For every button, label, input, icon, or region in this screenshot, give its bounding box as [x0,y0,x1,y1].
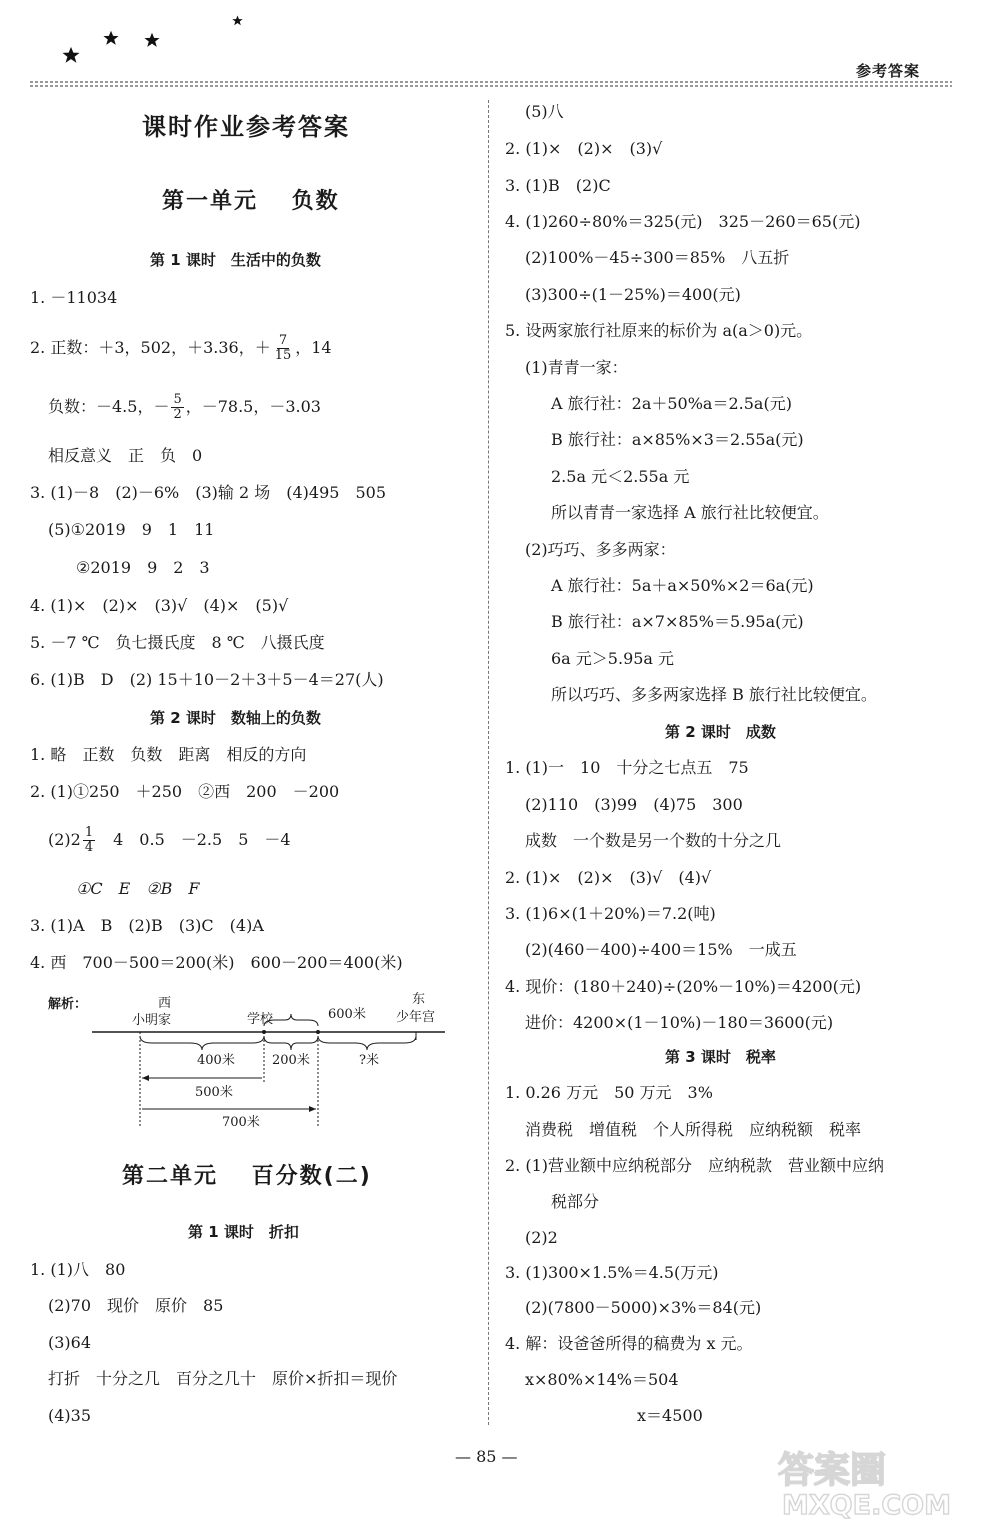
answer-line: 相反意义 正 负 0 [48,446,203,465]
lesson-title: 第 3 课时 税率 [665,1048,776,1066]
answer-line: 成数 一个数是另一个数的十分之几 [525,831,782,850]
lesson-title: 第 1 课时 生活中的负数 [150,251,321,269]
fraction [273,334,294,363]
answer-line: 2. (1)× (2)× (3)√ (4)√ [505,868,712,887]
answer-line: 3. (1)－8 (2)－6% (3)输 2 场 (4)495 505 [30,483,387,502]
distance-unknown: ?米 [359,1053,379,1068]
answer-line: 所以青青一家选择 A 旅行社比较便宜。 [551,503,829,522]
answer-line: 3. (1)A B (2)B (3)C (4)A [30,916,264,935]
answer-line: (5)八 [525,102,564,121]
answer-line: 3. (1)B (2)C [505,176,611,195]
answer-line: A 旅行社：5a＋a×50%×2＝6a(元) [551,576,814,595]
distance-700: 700米 [222,1115,260,1130]
fraction-denominator: 4 [84,840,94,855]
answer-line: (5)①2019 9 1 11 [48,520,215,539]
answer-text: 4 0.5 －2.5 5 －4 [97,830,291,849]
answer-line: 税部分 [551,1192,600,1211]
fraction-numerator: 7 [278,333,288,348]
answer-text: 2. 正数：＋3，502，＋3.36，＋ [30,338,271,357]
answer-line: (2)巧巧、多多两家： [525,540,676,559]
answer-text: ，14 [295,338,332,357]
answer-text: 负数：－4.5，－ [48,397,170,416]
answer-line: (2)110 (3)99 (4)75 300 [525,795,743,814]
answer-line: 1. －11034 [30,288,118,307]
answer-line: 6a 元＞5.95a 元 [551,649,675,668]
watermark-url: MXQE.COM [782,1490,951,1520]
fraction [83,826,95,855]
answer-line: 4. 西 700－500＝200(米) 600－200＝400(米) [30,953,403,972]
answer-text: ，－78.5，－3.03 [185,397,321,416]
answer-line: (2)(7800－5000)×3%＝84(元) [525,1298,762,1317]
answer-line: 1. (1)八 80 [30,1260,126,1279]
answer-text: (2)2 [48,830,81,849]
arrowhead-500 [142,1075,149,1081]
watermark-logo [760,1440,990,1520]
unit-one-title: 第一单元 负数 [162,189,340,214]
answer-line [48,826,291,855]
answer-line: (3)64 [48,1333,92,1352]
answer-line [30,334,332,363]
answer-line: 4. (1)× (2)× (3)√ (4)× (5)√ [30,596,289,615]
direction-west: 西 [158,996,172,1011]
answer-line: 6. (1)B D (2) 15＋10－2＋3＋5－4＝27(人) [30,670,384,689]
unit-two-title: 第二单元 百分数(二) [122,1164,372,1189]
answer-line: 3. (1)6×(1＋20%)＝7.2(吨) [505,904,716,923]
answer-line: (3)300÷(1－25%)＝400(元) [525,285,741,304]
answer-line: A 旅行社：2a＋50%a＝2.5a(元) [551,394,792,413]
lesson-title: 第 2 课时 数轴上的负数 [150,709,321,727]
answer-line: B 旅行社：a×7×85%＝5.95a(元) [551,612,804,631]
answer-line: 4. 现价：(180＋240)÷(20%－10%)＝4200(元) [505,977,862,996]
fraction-denominator: 2 [173,407,182,422]
answer-line: 4. 解：设爸爸所得的稿费为 x 元。 [505,1334,753,1353]
point-school [262,1030,266,1034]
answer-line: (2)100%－45÷300＝85% 八五折 [525,248,790,267]
answer-line: 1. 0.26 万元 50 万元 3% [505,1083,713,1102]
answer-line: 3. (1)300×1.5%＝4.5(万元) [505,1263,719,1282]
answer-line: 2. (1)①250 ＋250 ②西 200 －200 [30,782,340,801]
answer-line: 打折 十分之几 百分之几十 原价×折扣＝现价 [48,1369,398,1388]
distance-600: 600米 [328,1007,366,1022]
answer-line: 2. (1)营业额中应纳税部分 应纳税款 营业额中应纳 [505,1156,885,1175]
answer-line: (2)2 [525,1228,558,1247]
fraction [171,393,183,422]
answer-line: 4. (1)260÷80%＝325(元) 325－260＝65(元) [505,212,861,231]
watermark-text: 答案圈 [778,1450,887,1491]
answer-line: 消费税 增值税 个人所得税 应纳税额 税率 [525,1120,862,1139]
location-home: 小明家 [132,1013,172,1028]
star-icon [232,15,243,26]
point-mid [316,1030,320,1034]
answer-line: (2)70 现价 原价 85 [48,1296,224,1315]
fraction-denominator: 15 [274,348,292,363]
brace-unknown [318,1036,416,1050]
answer-line [48,393,321,422]
star-icon [103,30,119,46]
brace-200 [264,1036,318,1050]
column-divider [488,100,489,1425]
distance-500: 500米 [195,1085,233,1100]
answer-line: 5. －7 ℃ 负七摄氏度 8 ℃ 八摄氏度 [30,633,325,652]
answer-line: x×80%×14%＝504 [525,1370,679,1389]
header-title: 参考答案 [855,62,920,80]
answer-line: 进价：4200×(1－10%)－180＝3600(元) [525,1013,834,1032]
lesson-title: 第 1 课时 折扣 [188,1223,299,1241]
answer-line: 5. 设两家旅行社原来的标价为 a(a＞0)元。 [505,321,813,340]
number-line-diagram [30,990,470,1140]
fraction-numerator: 1 [84,825,94,840]
answer-line: 1. 略 正数 负数 距离 相反的方向 [30,745,307,764]
analysis-label: 解析： [48,997,88,1012]
header-rule [30,80,952,88]
star-icon [62,46,80,64]
lesson-title: 第 2 课时 成数 [665,723,776,741]
answer-line: 1. (1)一 10 十分之七点五 75 [505,758,749,777]
location-school: 学校 [247,1012,274,1027]
answer-line: B 旅行社：a×85%×3＝2.55a(元) [551,430,804,449]
distance-200: 200米 [272,1053,310,1068]
arrowhead-700 [309,1106,316,1112]
answer-line: (1)青青一家： [525,358,628,377]
direction-east: 东 [412,992,426,1007]
answer-line: 所以巧巧、多多两家选择 B 旅行社比较便宜。 [551,685,877,704]
fraction-numerator: 5 [173,392,182,407]
answer-line: 2.5a 元＜2.55a 元 [551,467,690,486]
answer-line: 2. (1)× (2)× (3)√ [505,139,663,158]
page-number: — 85 — [455,1447,518,1466]
distance-400: 400米 [197,1053,235,1068]
brace-400 [140,1036,264,1050]
page-title: 课时作业参考答案 [142,113,350,141]
star-icon [144,32,160,48]
answer-line: x＝4500 [637,1406,703,1425]
answer-line: (2)(460－400)÷400＝15% 一成五 [525,940,797,959]
location-palace: 少年宫 [396,1010,436,1025]
answer-line: (4)35 [48,1406,92,1425]
answer-line: ②2019 9 2 3 [76,558,210,577]
answer-line: ①C E ②B F [76,879,200,898]
page-header [0,0,1000,90]
